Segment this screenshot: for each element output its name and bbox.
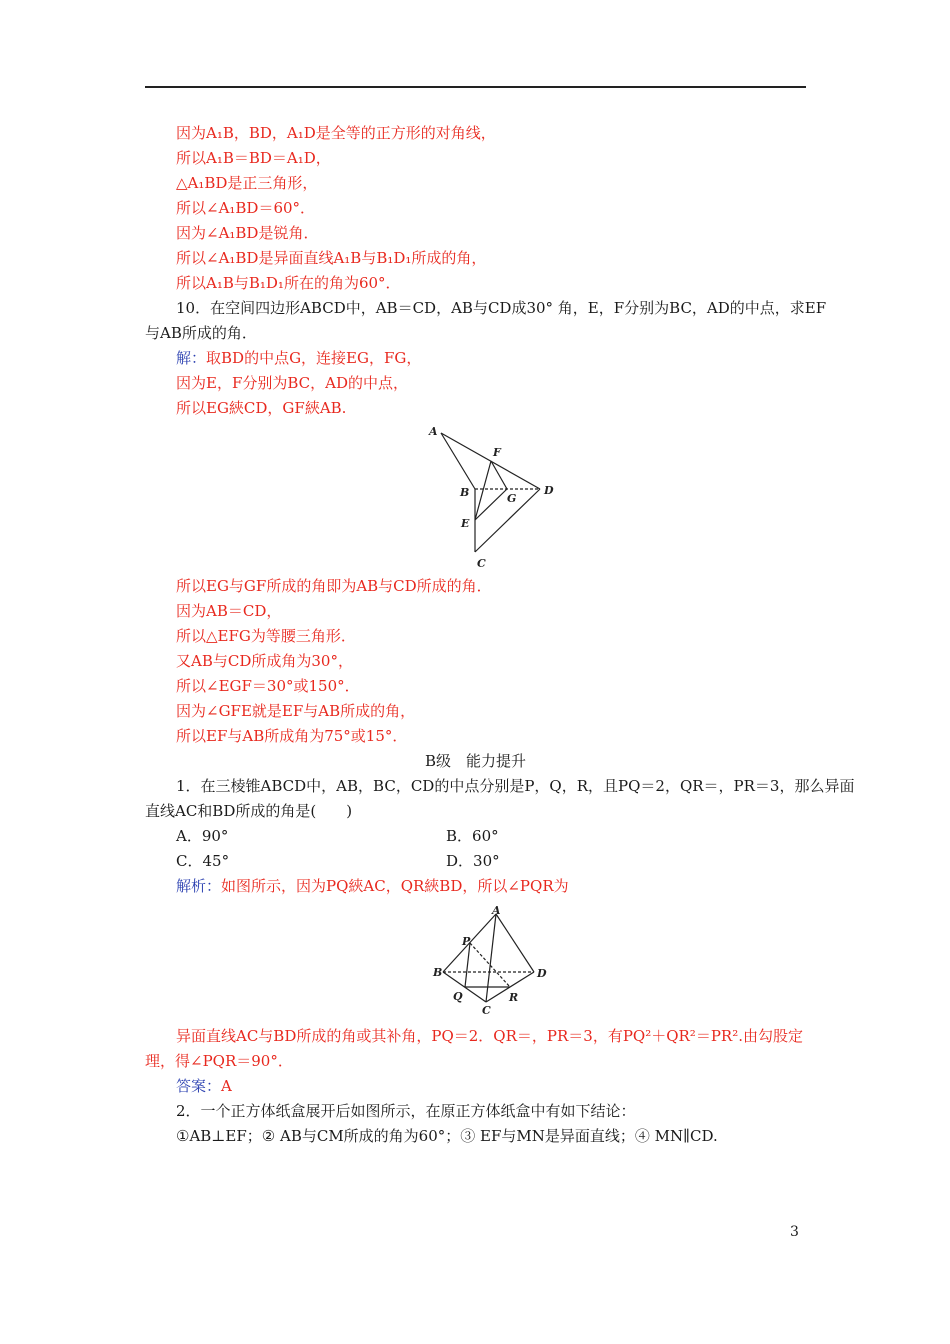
solution-line: 所以A₁B与B₁D₁所在的角为60°． [176,274,401,292]
answer-label: 答案： [176,1077,222,1095]
vertex-label: D [537,967,547,980]
solution-line: 理，得∠PQR＝90°． [145,1052,293,1070]
vertex-label: B [433,966,443,979]
solution-line: 因为∠A₁BD是锐角． [176,224,319,242]
solution-line: 因为A₁B，BD，A₁D是全等的正方形的对角线， [176,124,496,142]
question-10-text: 10．在空间四边形ABCD中，AB＝CD，AB与CD成30° 角，E，F分别为BC，AD的中点，求EF [176,299,827,317]
question-2-statements: ①AB⊥EF；② AB与CM所成的角为60°；③ EF与MN是异面直线；④ MN∥CD. [176,1127,718,1145]
pyramid-figure [430,904,555,1016]
vertex-label: C [482,1004,491,1017]
solution-line: 因为∠GFE就是EF与AB所成的角， [176,702,416,720]
solution-line: 又AB与CD所成角为30°， [176,652,353,670]
solution-line: 因为E，F分别为BC，AD的中点， [176,374,408,392]
vertex-label: G [507,492,517,505]
page-number: 3 [790,1224,799,1240]
option-c: C．45° [176,852,230,870]
vertex-label: C [477,557,486,570]
option-a: A．90° [176,827,229,845]
question-2-text: 2．一个正方体纸盒展开后如图所示，在原正方体纸盒中有如下结论： [176,1102,636,1120]
solution-line: 所以∠EGF＝30°或150°． [176,677,360,695]
solution-line: 异面直线AC与BD所成的角或其补角，PQ＝2．QR＝，PR＝3，有PQ²＋QR²＝PR².由勾股定 [176,1027,803,1045]
question-1-solution-start [176,876,569,896]
solution-label: 解： [176,349,207,367]
vertex-label: B [460,486,470,499]
solution-line: 所以A₁B＝BD＝A₁D， [176,149,331,167]
vertex-label: Q [453,990,463,1003]
header-rule [145,86,806,88]
solution-line: 取BD的中点G，连接EG，FG， [206,349,422,367]
edge-ad [496,914,534,972]
segment-fe [475,461,491,520]
option-d: D．30° [446,852,500,870]
answer-line [176,1076,232,1096]
solution-line: 如图所示，因为PQ綊AC，QR綊BD，所以∠PQR为 [221,877,569,895]
solution-line: 所以EG綊CD，GF綊AB. [176,399,347,417]
solution-label: 解析： [176,877,222,895]
vertex-label: F [493,446,501,459]
solution-line: 因为AB＝CD， [176,602,282,620]
option-b: B．60° [446,827,499,845]
section-title: B级 能力提升 [424,752,527,770]
question-1-text-cont: 直线AC和BD所成的角是( ) [145,802,353,820]
segment-pq [465,943,470,987]
answer-value: A [221,1077,232,1095]
vertex-label: R [509,991,519,1004]
solution-line: 所以△EFG为等腰三角形． [176,627,356,645]
edge-ac [486,914,496,1002]
vertex-label: E [461,517,470,530]
question-10-text-cont: 与AB所成的角． [145,324,257,342]
vertex-label: A [492,904,501,917]
quadrilateral-figure [425,424,560,569]
solution-line: 所以EF与AB所成角为75°或15°． [176,727,408,745]
solution-line: 所以∠A₁BD＝60°． [176,199,316,217]
vertex-label: D [544,484,554,497]
question-10-solution-start [176,348,421,368]
solution-line: 所以EG与GF所成的角即为AB与CD所成的角． [176,577,492,595]
question-1-text: 1．在三棱锥ABCD中，AB，BC，CD的中点分别是P，Q，R，且PQ＝2，QR＝，PR＝3，那么异面 [176,777,855,795]
vertex-label: A [429,425,438,438]
vertex-label: P [462,935,471,948]
edge-ab [441,433,475,489]
solution-line: △A₁BD是正三角形， [176,174,318,192]
solution-line: 所以∠A₁BD是异面直线A₁B与B₁D₁所成的角， [176,249,487,267]
